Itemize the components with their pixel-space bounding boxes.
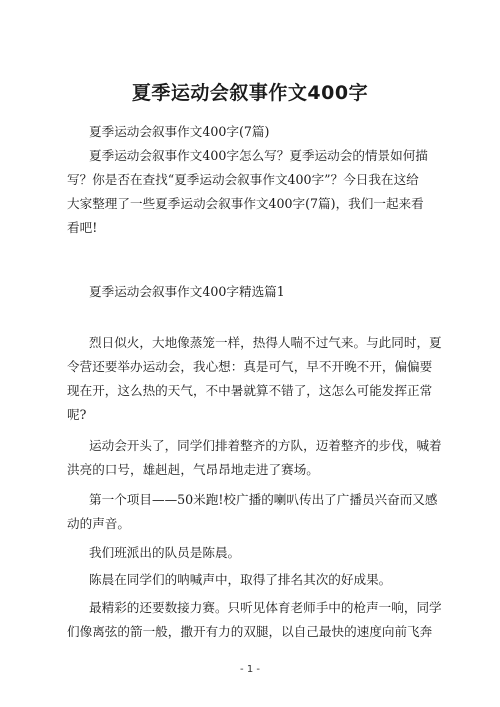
intro-line: 夏季运动会叙事作文400字怎么写？夏季运动会的情景如何描 — [89, 148, 428, 163]
document-subtitle — [89, 120, 413, 144]
subtitle-line: 夏季运动会叙事作文400字(7篇) — [89, 124, 270, 139]
paragraph-line: 陈晨在同学们的呐喊声中，取得了排名其次的好成果。 — [89, 572, 392, 587]
paragraph-5 — [89, 568, 413, 592]
intro-paragraph — [67, 144, 428, 240]
intro-line: 看吧! — [67, 220, 98, 235]
intro-line: 大家整理了一些夏季运动会叙事作文400字(7篇)，我们一起来看 — [67, 196, 424, 211]
paragraph-line: 运动会开头了，同学们排着整齐的方队，迈着整齐的步伐，喊着 — [89, 438, 442, 453]
paragraph-line: 呢? — [67, 407, 87, 422]
section-heading — [89, 280, 413, 304]
paragraph-4 — [89, 541, 413, 565]
paragraph-line: 洪亮的口号，雄赳赳，气昂昂地走进了赛场。 — [67, 462, 319, 477]
document-title: 夏季运动会叙事作文400字 — [131, 82, 369, 104]
paragraph-6 — [67, 596, 442, 644]
paragraph-1 — [67, 331, 442, 427]
section-heading-text: 夏季运动会叙事作文400字精选篇1 — [89, 284, 285, 299]
paragraph-line: 现在开，这么热的天气，不中暑就算不错了，这怎么可能发挥正常 — [67, 383, 433, 398]
paragraph-line: 最精彩的还要数接力赛。只听见体育老师手中的枪声一响，同学 — [89, 600, 442, 615]
paragraph-line: 们像离弦的箭一般，撒开有力的双腿，以自己最快的速度向前飞奔 — [67, 624, 433, 639]
paragraph-2 — [67, 434, 442, 482]
paragraph-line: 动的声音。 — [67, 516, 130, 531]
paragraph-line: 令营还要举办运动会，我心想：真是可气，早不开晚不开，偏偏要 — [67, 359, 433, 374]
paragraph-line: 我们班派出的队员是陈晨。 — [89, 545, 241, 560]
paragraph-line: 第一个项目——50米跑!校广播的喇叭传出了广播员兴奋而又感 — [89, 492, 438, 507]
page-number: - 1 - — [240, 664, 260, 675]
paragraph-line: 烈日似火，大地像蒸笼一样，热得人喘不过气来。与此同时，夏 — [89, 335, 442, 350]
intro-line: 写？你是否在查找“夏季运动会叙事作文400字”？今日我在这给 — [67, 172, 419, 187]
paragraph-3 — [67, 488, 438, 536]
